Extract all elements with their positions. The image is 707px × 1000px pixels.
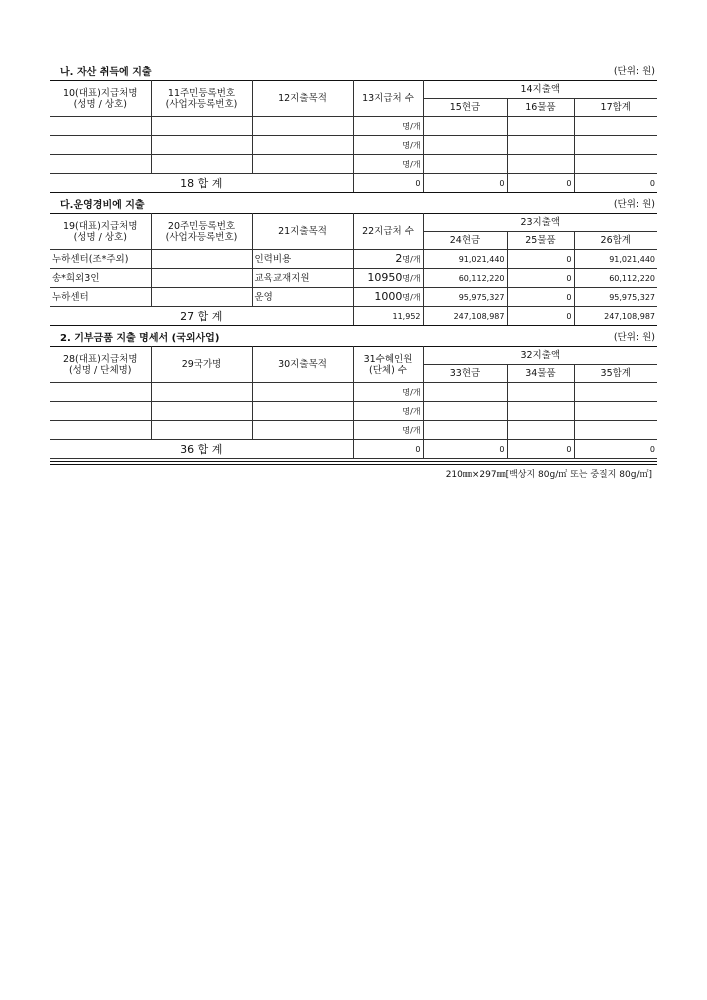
- sum: 95,975,327: [574, 288, 657, 307]
- total-sum: 0: [574, 440, 657, 459]
- header-expenditure: 14지출액: [423, 81, 657, 99]
- purpose: 인력비용: [252, 250, 353, 269]
- header-payee: 28(대표)지급처명 (성명 / 단체명): [50, 347, 151, 383]
- table-row: 명/개: [50, 383, 657, 402]
- section-title: 2. 기부금품 지출 명세서 (국외사업): [60, 333, 220, 344]
- goods: 0: [507, 250, 574, 269]
- total-label: 27 합 계: [50, 307, 353, 326]
- table-row: 누하센터 운영 1000명/개 95,975,327 0 95,975,327: [50, 288, 657, 307]
- total-cash: 0: [423, 174, 507, 193]
- header-expenditure: 23지출액: [423, 214, 657, 232]
- header-sum: 17합계: [574, 99, 657, 117]
- sum: 60,112,220: [574, 269, 657, 288]
- table-row: 명/개: [50, 402, 657, 421]
- header-goods: 16물품: [507, 99, 574, 117]
- goods: 0: [507, 288, 574, 307]
- header-payee-count: 13지급처 수: [353, 81, 423, 117]
- cash: 91,021,440: [423, 250, 507, 269]
- header-goods: 25물품: [507, 232, 574, 250]
- table-row: 누하센터(조*주외) 인력비용 2명/개 91,021,440 0 91,021,440: [50, 250, 657, 269]
- cash: 95,975,327: [423, 288, 507, 307]
- header-cash: 33현금: [423, 365, 507, 383]
- header-payee-count: 22지급처 수: [353, 214, 423, 250]
- asset-acquisition-table: [50, 80, 657, 193]
- payee-name: 누하센터(조*주외): [50, 250, 151, 269]
- header-payee: 19(대표)지급처명 (성명 / 상호): [50, 214, 151, 250]
- total-label: 18 합 계: [50, 174, 353, 193]
- table-row: 명/개: [50, 136, 657, 155]
- goods: 0: [507, 269, 574, 288]
- unit-label: (단위: 원): [613, 199, 655, 210]
- header-beneficiary-count: 31수혜인원 (단체) 수: [353, 347, 423, 383]
- header-expenditure: 32지출액: [423, 347, 657, 365]
- unit-label: (단위: 원): [613, 332, 655, 343]
- cash: 60,112,220: [423, 269, 507, 288]
- total-goods: 0: [507, 307, 574, 326]
- header-payee: 10(대표)지급처명 (성명 / 상호): [50, 81, 151, 117]
- payee-count: 1000: [374, 290, 403, 303]
- purpose: 교육교재지원: [252, 269, 353, 288]
- section-title: 다.운영경비에 지출: [60, 200, 145, 211]
- header-sum: 26합계: [574, 232, 657, 250]
- header-sum: 35합계: [574, 365, 657, 383]
- double-rule: [50, 461, 657, 465]
- header-purpose: 30지출목적: [252, 347, 353, 383]
- table-row: 명/개: [50, 155, 657, 174]
- header-goods: 34물품: [507, 365, 574, 383]
- payee-count: 10950: [367, 271, 403, 284]
- operating-expenses-table: [50, 213, 657, 326]
- overseas-donations-table: [50, 346, 657, 459]
- payee-count: 2: [395, 252, 403, 265]
- total-count: 11,952: [353, 307, 423, 326]
- total-sum: 0: [574, 174, 657, 193]
- total-row: [50, 174, 657, 193]
- purpose: 운영: [252, 288, 353, 307]
- header-country: 29국가명: [151, 347, 252, 383]
- total-cash: 0: [423, 440, 507, 459]
- sum: 91,021,440: [574, 250, 657, 269]
- payee-name: 송*희외3인: [50, 269, 151, 288]
- header-cash: 15현금: [423, 99, 507, 117]
- section-title: 나. 자산 취득에 지출: [60, 67, 152, 78]
- total-sum: 247,108,987: [574, 307, 657, 326]
- total-label: 36 합 계: [50, 440, 353, 459]
- paper-spec-footer: 210㎜×297㎜[백상지 80g/㎡ 또는 중질지 80g/㎡]: [445, 470, 652, 480]
- payee-name: 누하센터: [50, 288, 151, 307]
- header-registration-no: 11주민등록번호 (사업자등록번호): [151, 81, 252, 117]
- total-count: 0: [353, 174, 423, 193]
- table-row: 명/개: [50, 117, 657, 136]
- table-row: 송*희외3인 교육교재지원 10950명/개 60,112,220 0 60,112,220: [50, 269, 657, 288]
- total-row: [50, 440, 657, 459]
- unit-label: (단위: 원): [613, 66, 655, 77]
- total-count: 0: [353, 440, 423, 459]
- total-cash: 247,108,987: [423, 307, 507, 326]
- header-registration-no: 20주민등록번호 (사업자등록번호): [151, 214, 252, 250]
- total-row: [50, 307, 657, 326]
- header-purpose: 12지출목적: [252, 81, 353, 117]
- total-goods: 0: [507, 174, 574, 193]
- header-purpose: 21지출목적: [252, 214, 353, 250]
- header-cash: 24현금: [423, 232, 507, 250]
- total-goods: 0: [507, 440, 574, 459]
- table-row: 명/개: [50, 421, 657, 440]
